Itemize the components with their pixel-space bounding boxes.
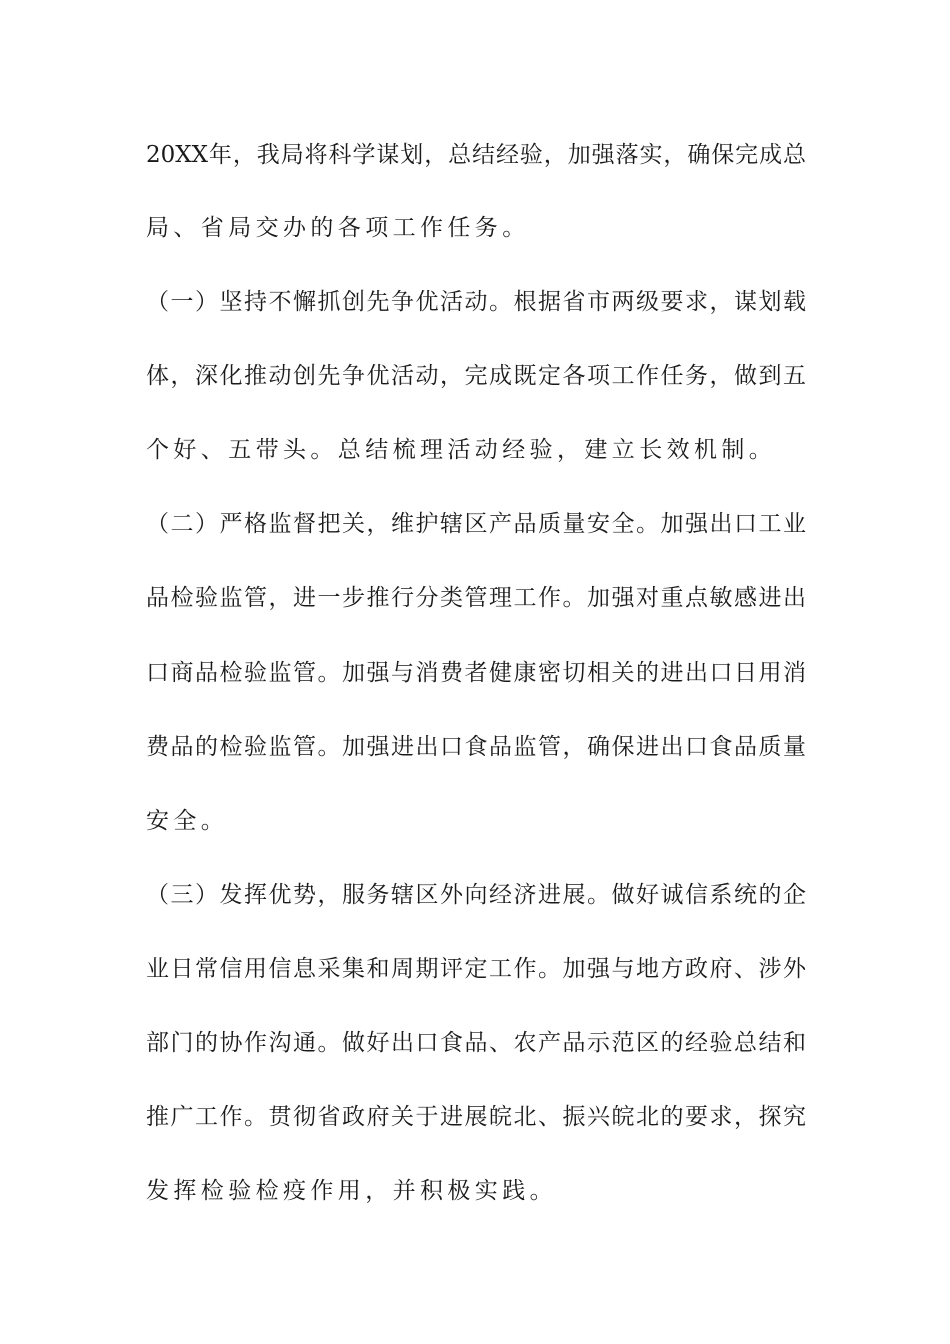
text-line-3: （一）坚持不懈抓创先争优活动。根据省市两级要求，谋划载 [146,289,806,315]
text-line-15: 发挥检验检疫作用，并积极实践。 [146,1178,557,1204]
text-line-9: 费品的检验监管。加强进出口食品监管，确保进出口食品质量 [146,734,806,760]
text-line-5: 个好、五带头。总结梳理活动经验，建立长效机制。 [146,437,777,463]
text-line-12: 业日常信用信息采集和周期评定工作。加强与地方政府、涉外 [146,956,806,982]
text-line-10: 安全。 [146,808,229,834]
text-line-6: （二）严格监督把关，维护辖区产品质量安全。加强出口工业 [146,511,806,537]
text-line-11: （三）发挥优势，服务辖区外向经济进展。做好诚信系统的企 [146,882,806,908]
text-line-8: 口商品检验监管。加强与消费者健康密切相关的进出口日用消 [146,660,806,686]
text-line-1: 20XX年，我局将科学谋划，总结经验，加强落实，确保完成总 [146,142,806,168]
text-line-4: 体，深化推动创先争优活动，完成既定各项工作任务，做到五 [146,363,806,389]
text-line-14: 推广工作。贯彻省政府关于进展皖北、振兴皖北的要求，探究 [146,1104,806,1130]
text-line-7: 品检验监管，进一步推行分类管理工作。加强对重点敏感进出 [146,585,806,611]
text-line-13: 部门的协作沟通。做好出口食品、农产品示范区的经验总结和 [146,1030,806,1056]
text-line-2: 局、省局交办的各项工作任务。 [146,215,530,241]
